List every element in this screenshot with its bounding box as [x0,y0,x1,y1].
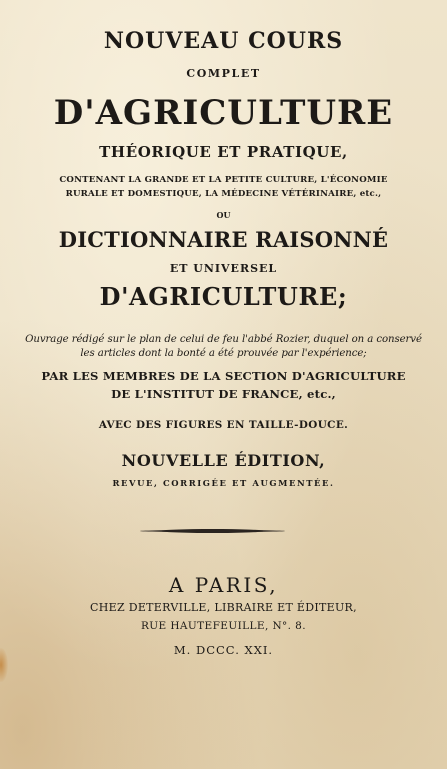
subtitle-theorique: THÉORIQUE ET PRATIQUE, [99,143,348,161]
main-title-dagriculture: D'AGRICULTURE [53,93,394,133]
edition-label: NOUVELLE ÉDITION, [121,451,326,470]
heading-nouveau-cours: NOUVEAU COURS [103,28,344,54]
conjunction-ou: OU [216,210,231,220]
ornamental-rule [140,530,285,532]
contents-line-1: CONTENANT LA GRANDE ET LA PETITE CULTURE, L'ÉCONOMIE [59,175,388,185]
authors-line-1: PAR LES MEMBRES DE LA SECTION D'AGRICULTURE [41,369,406,383]
imprint-address: RUE HAUTEFEUILLE, N°. 8. [141,620,306,632]
ouvrage-line-2: les articles dont la bonté a été prouvée par l'expérience; [80,348,367,359]
figures-note: AVEC DES FIGURES EN TAILLE-DOUCE. [98,419,349,431]
alt-title-universel: ET UNIVERSEL [169,262,278,275]
imprint-date: M. DCCC. XXI. [173,643,274,657]
authors-line-2: DE L'INSTITUT DE FRANCE, etc., [111,387,336,401]
heading-complet: COMPLET [186,67,261,80]
alt-title-dagriculture: D'AGRICULTURE; [99,282,348,311]
edition-revision-note: REVUE, CORRIGÉE ET AUGMENTÉE. [112,478,335,488]
ouvrage-line-1: Ouvrage rédigé sur le plan de celui de feu l'abbé Rozier, duquel on a conservé [25,334,422,345]
imprint-city: A PARIS, [168,573,279,597]
imprint-publisher: CHEZ DETERVILLE, LIBRAIRE ET ÉDITEUR, [90,601,357,614]
contents-line-2: RURALE ET DOMESTIQUE, LA MÉDECINE VÉTÉRINAIRE, etc., [65,189,382,199]
alt-title-dictionnaire: DICTIONNAIRE RAISONNÉ [58,227,389,252]
